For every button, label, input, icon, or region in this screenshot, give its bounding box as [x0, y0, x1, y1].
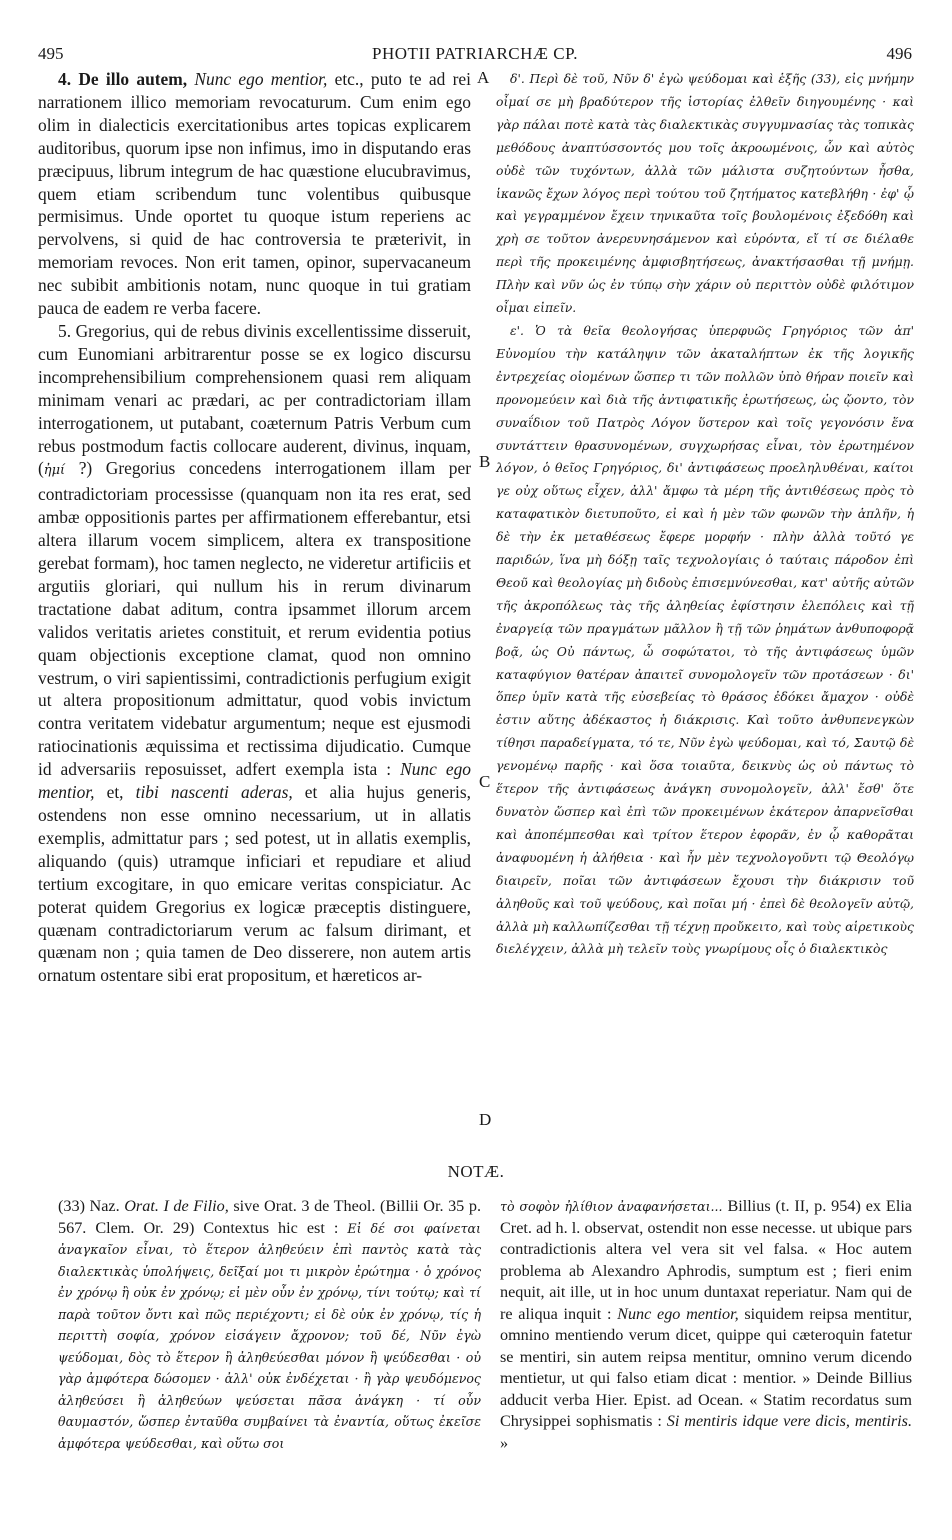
- note-text: Billius (t. II, p. 954) ex Elia Cret. ad h. l. observat, ostendit non esse necesse. ut ubique pars contradictionis altera vel vera sit vel falsa. « Hoc autem problema ab Alexandro Aphrodis, sumptum est ; fieri enim nequit, ait ille, ut in hoc unum duntaxat reperiatur. Nam qui de re aliqua inquit :: [500, 1197, 912, 1323]
- notes-heading: NOTÆ.: [447, 1162, 505, 1181]
- running-header: [38, 44, 912, 70]
- footnote-right: [500, 1196, 912, 1454]
- latin-paragraph-4: [38, 68, 471, 320]
- note-text: »: [500, 1433, 509, 1452]
- page-number-left: 495: [38, 44, 64, 63]
- note-greek: τὸ σοφὸν ἠλίθιον ἀναφανήσεται...: [500, 1199, 723, 1214]
- margin-letter-c: C: [479, 772, 491, 791]
- latin-text: 5. Gregorius, qui de rebus divinis excellentissime disseruit, cum Eunomiani arbitrarentur posse se ex logico discursu incomprehensibilium comprehensionem quasi rem aliquam minimam venari ac prædari, ac per contradictoriam illam interrogationem, ut putabant, coæternum Patris Verbum cum rebus postmodum factis collocare auderent, divinus, inquam, (: [38, 320, 471, 479]
- note-text: (33) Naz.: [58, 1197, 125, 1215]
- greek-paragraph-5: ε'. Ὁ τὰ θεῖα θεολογήσας ὑπερφυῶς Γρηγόριος τῶν ἀπ' Εὐνομίου τὴν κατάληψιν τῶν ἀκαταλήπτων ἐκ τῆς λογικῆς ἐντρεχείας οἰομένων ὥσπερ τι τῶν πολλῶν ὑπὸ θήραν ποιεῖν καὶ προνομεύειν καὶ διὰ τῆς ἀντιφατικῆς ἐρωτήσεως, ὡς ᾤοντο, τὸν συναΐδιον τοῦ Πατρὸς Λόγον ὕστερον καὶ τοῖς γεγονόσιν ἕνα συντάττειν θρασυνομένων, συγχωρήσας εἶναι, τὸν ἐρωτημένον λόγον, ὁ θεῖος Γρηγόριος, δι' ἀντιφάσεως προεληλυθέναι, καίτοι γε οὐχ οὕτως εἶχεν, ἀλλ' ἄμφω τὰ μέρη τῆς ἀντιθέσεως πρὸς τὸ καταφατικὸν διετυποῦτο, εἰ καὶ ἡ μὲν τῶν φωνῶν τὴν ἁπλῆν, ἡ δὲ τὴν ἐκ μεταθέσεως ἔφερε μορφήν · πλὴν ἀλλὰ τοῦτό γε παριδών, ἵνα μὴ δόξῃ ταῖς τεχνολογίαις ὁ ταύταις πάροδον ἐπὶ Θεοῦ καὶ θεολογίας μὴ διδοὺς ἐπισεμνύνεσθαι, κατ' αὐτῆς αὐτῶν τῆς ἀκροπόλεως τὰς τῆς ἀληθείας ἐφίστησιν ἑλεπόλεις καὶ τῇ ἐναργείᾳ τῶν πραγμάτων μᾶλλον ἢ τῇ τῶν ῥημάτων ἀνθυποφορᾷ βοᾷ, ὡς Οὐ πάντως, ὦ σοφώτατοι, τὸ τῆς ἀντιφάσεως ὑμῶν καταφύγιον θατέραν ἀπαιτεῖ συνομολογεῖν τῶν προτάσεων · δι' ὅπερ ὑμῖν κατὰ τῆς εὐσεβείας τὸ θράσος ἐδόκει ἄμαχον · οὐδὲ ἐστιν αὕτης ἀδέκαστος ἡ διάκρισις. Καὶ τοῦτο ἀνθυπενεγκὼν τίθησι παραδείγματα, τό τε, Νῦν ἐγὼ ψεύδομαι, καὶ τό, Σαυτῷ δὲ γενομένῳ παρῆς · καὶ ὅσα τοιαῦτα, δεικνὺς ὡς οὐ πάντως τὸ ἕτερον τῆς ἀντιφάσεως ἀνάγκη συνομολογεῖν, ἀλλ' ἔσθ' ὅτε δυνατὸν ὥσπερ καὶ ἐπὶ τῶν προκειμένων ἑκάτερον ἀπαρνεῖσθαι καὶ ἀποπέμπεσθαι καὶ τρίτον ἕτερον ἐφορᾶν, ἐν ᾧ καθορᾶται ἀναφυομένη ἡ ἀλήθεια · καὶ ἦν μὲν τεχνολογοῦντι τῷ Θεολόγῳ διαιρεῖν, ποῖαι τῶν ἀντιφάσεων ἔχουσι τὴν διάκρισιν τοῦ ἀληθοῦς καὶ τοῦ ψεύδους, καὶ ποῖαι μή · ἐπεὶ δὲ θεολογεῖν αὐτῷ, ἀλλὰ μὴ καλλωπίζεσθαι τῇ τέχνῃ προὔκειτο, καὶ τοὺς αἱρετικοὺς διελέγχειν, ἀλλὰ μὴ τελεῖν τοὺς γνωρίμους οἷς ὁ διαλεκτικὸς: [496, 322, 914, 957]
- latin-paragraph-5: [38, 320, 471, 987]
- greek-word: ἠμί: [43, 463, 66, 479]
- running-title: PHOTII PATRIARCHÆ CP.: [372, 44, 578, 63]
- note-text: siquidem reipsa mentitur, omnino mentiendo verum dicet, quippe qui cæteroquin fatetur se mentiri, sin autem reipsa mentitur, omnino verum dicendo mentietur, ut qui falso etiam dicat : mentior. » Deinde Billius adducit verba Hier. Epist. ad Ocean. « Statim recordatus sum Chrysippei sophismatis :: [500, 1304, 912, 1430]
- note-greek: Εἰ δέ σοι φαίνεται ἀναγκαῖον εἶναι, τὸ ἕτερον ἀληθεύειν ἐπὶ παντὸς κατὰ τὰς διαλεκτικὰς ὑπολήψεις, δεῖξαί μοι τι μικρὸν ἐρώτημα · ὁ χρόνος ἐν χρόνῳ ἢ οὐκ ἐν χρόνῳ; εἰ μὲν οὖν ἐν χρόνῳ, τίνι τούτῳ; καὶ τί παρὰ τοῦτον ὄντι καὶ πῶς περιέχοντι; εἰ δὲ οὐκ ἐν χρόνῳ, τίς ἡ περιττὴ σοφία, χρόνον εἰσάγειν ἄχρονον; τοῦ δέ, Νῦν ἐγὼ ψεύδομαι, δὸς τὸ ἕτερον ἢ ἀληθεύεσθαι μόνον ἢ ψεύδεσθαι · οὐ γὰρ ἀμφότερα δώσομεν · ἀλλ' οὐκ ἐνδέχεται · ἢ γὰρ ψευδόμενος ἀληθεύσει ἢ ἀληθεύων ψεύσεται πᾶσα ἀνάγκη · τί οὖν θαυμαστόν, ὥσπερ ἐνταῦθα συμβαίνει τὰ ἐναντία, οὕτως ἐκεῖσε ἀμφότερα ψεύδεσθαι, καὶ οὕτω σοι: [58, 1220, 481, 1451]
- note-text: sive Orat. 3 de Theol. (Billii Or. 35 p. 567. Clem. Or. 29) Contextus hic est :: [58, 1197, 481, 1237]
- page-number-right: 496: [886, 44, 912, 63]
- margin-letter-b: B: [479, 452, 491, 471]
- margin-letter-d: D: [479, 1110, 492, 1129]
- latin-italic: tibi nascenti aderas,: [135, 782, 293, 803]
- latin-text: ?) Gregorius concedens interrogationem illam per contradictoriam processisse (quanquam non ita res erat, sed ambæ oppositionis partes per affirmationem efferebantur, etsi altera illarum vocem simplicem, altera ex transpositione gerebat formam), hoc tamen neglecto, ne videretur artificiis et argutiis gloriari, qui nullum his in rerum divinarum tractatione dabat aditum, contra ipsammet illorum arcem validos veritatis arietes constituit, et rerum evidentia potius quam objectionis exceptione clamat, quod non omnino vestrum, o viri sapientissimi, contradictionis perfugium exigit ut altera propositionum admittatur, quod vobis invictum contra veritatem videbatur argumentum; neque est ejusmodi ratiocinationis æquissima et rectissima dijudicatio. Cumque id adversariis reposuisset, adfert exempla ista :: [38, 458, 471, 780]
- latin-italic: Nunc ego mentior,: [194, 69, 328, 89]
- margin-letter-a: A: [477, 68, 490, 87]
- greek-paragraph-4: δ'. Περὶ δὲ τοῦ, Νῦν δ' ἐγὼ ψεύδομαι καὶ ἑξῆς (33), εἰς μνήμην οἶμαί σε μὴ βραδύτερον τῆς ἱστορίας ἐλθεῖν διηγουμένης · καὶ γὰρ πάλαι ποτὲ κατὰ τὰς διαλεκτικὰς συγγυμνασίας τὰς τοπικὰς μεθόδους ἀναπτύσσοντός μου τοῖς ἀκροωμένοις, ὧν καὶ αὐτὸς οὐδὲ τῶν τυχόντων, ἀλλὰ τῶν μάλιστα συζητούντων ἦσθα, ἱκανῶς ἔχων λόγος περὶ τούτου τοῦ ζητήματος κατεβλήθη · ἐφ' ᾧ καὶ γεγραμμένον ἔχειν τηνικαῦτα τοῖς βουλομένοις ἐξεδόθη καὶ χρὴ σε τοῦτον ἀνερευνησάμενον καὶ εὑρόντα, εἴ τί σε διέλαθε περὶ τῆς προκειμένης ἀμφισβητήσεως, ἀνακτήσασθαι τῇ μνήμῃ. Πλὴν καὶ νῦν ὡς ἐν τύπῳ σὴν χάριν οὐ περιττὸν οὐδὲ φιλότιμον οἶμαι εἰπεῖν.: [496, 71, 914, 316]
- footnote-left: [58, 1196, 481, 1454]
- latin-column: [38, 68, 471, 987]
- latin-italic: Nunc ego mentior,: [38, 759, 471, 803]
- latin-text: etc., puto te ad rei narrationem illico memoriam revocaturum. Cum enim ego olim in dialecticis exercitationibus artes topicas explicarem auditoribus, quorum ipse non infimus, imo in disputando eras præcipuus, librum integrum de hac quæstione elucubravimus, quem etiam scribendum tunc volentibus quibusque permisimus. Unde oportet tu quoque istum reperiens ac pervolvens, si quid de hac controversia te præterivit, in memoriam revoces. Non erit tamen, opinor, supervacaneum nec subibit ambitionis notam, nunc quoque in tui gratiam pauca de eadem re verba facere.: [38, 69, 471, 319]
- latin-text: et alia hujus generis, ostendens non esse omnino necessarium, ut in allatis exemplis, admittatur pars ; sed potest, ut in allatis exemplis, aliquando (quis) utramque inficiari et repudiare et aliud tertium excogitare, in quo emicare veritas conspiciatur. Ac poterat quidem Gregorius ex logicæ præceptis distinguere, quænam contradictoriarum verum ac falsum dirimant, et quænam non ; quia tamen de Deo disserere, non autem artis ornatum ostentare sibi erat propositum, et hæreticos ar-: [38, 782, 472, 986]
- note-italic: Orat. I de Filio,: [124, 1197, 229, 1215]
- latin-text: et,: [94, 782, 136, 803]
- note-italic: Si mentiris idque vere dicis, mentiris.: [666, 1412, 912, 1430]
- paragraph-number: 4.: [58, 69, 72, 89]
- note-italic: Nunc ego mentior,: [617, 1304, 739, 1323]
- latin-text: De illo autem,: [78, 69, 195, 89]
- greek-column: [496, 68, 914, 961]
